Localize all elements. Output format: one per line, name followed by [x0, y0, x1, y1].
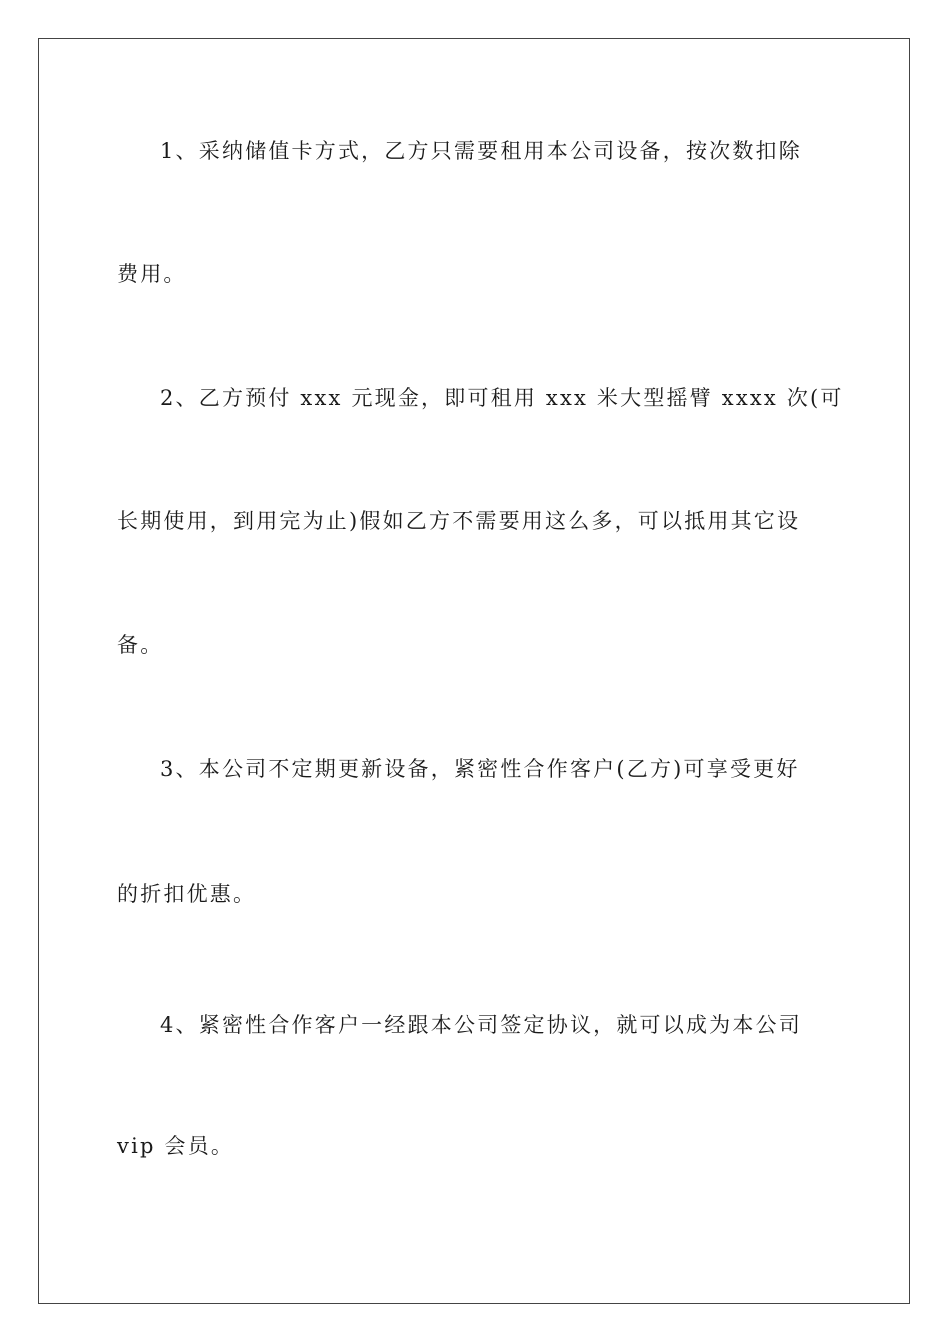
paragraph-line: 4、紧密性合作客户一经跟本公司签定协议，就可以成为本公司: [160, 1013, 802, 1037]
paragraph-line: 备。: [117, 633, 164, 657]
paragraph-line: 的折扣优惠。: [117, 882, 257, 906]
paragraph-line: 长期使用，到用完为止)假如乙方不需要用这么多，可以抵用其它设: [117, 509, 801, 533]
paragraph-line: 2、乙方预付 xxx 元现金，即可租用 xxx 米大型摇臂 xxxx 次(可: [160, 386, 844, 410]
page-border: [38, 38, 910, 1304]
paragraph-line: 3、本公司不定期更新设备，紧密性合作客户(乙方)可享受更好: [160, 757, 800, 781]
paragraph-line: 费用。: [117, 262, 187, 286]
paragraph-line: 1、采纳储值卡方式，乙方只需要租用本公司设备，按次数扣除: [160, 139, 802, 163]
paragraph-line: vip 会员。: [117, 1134, 235, 1158]
